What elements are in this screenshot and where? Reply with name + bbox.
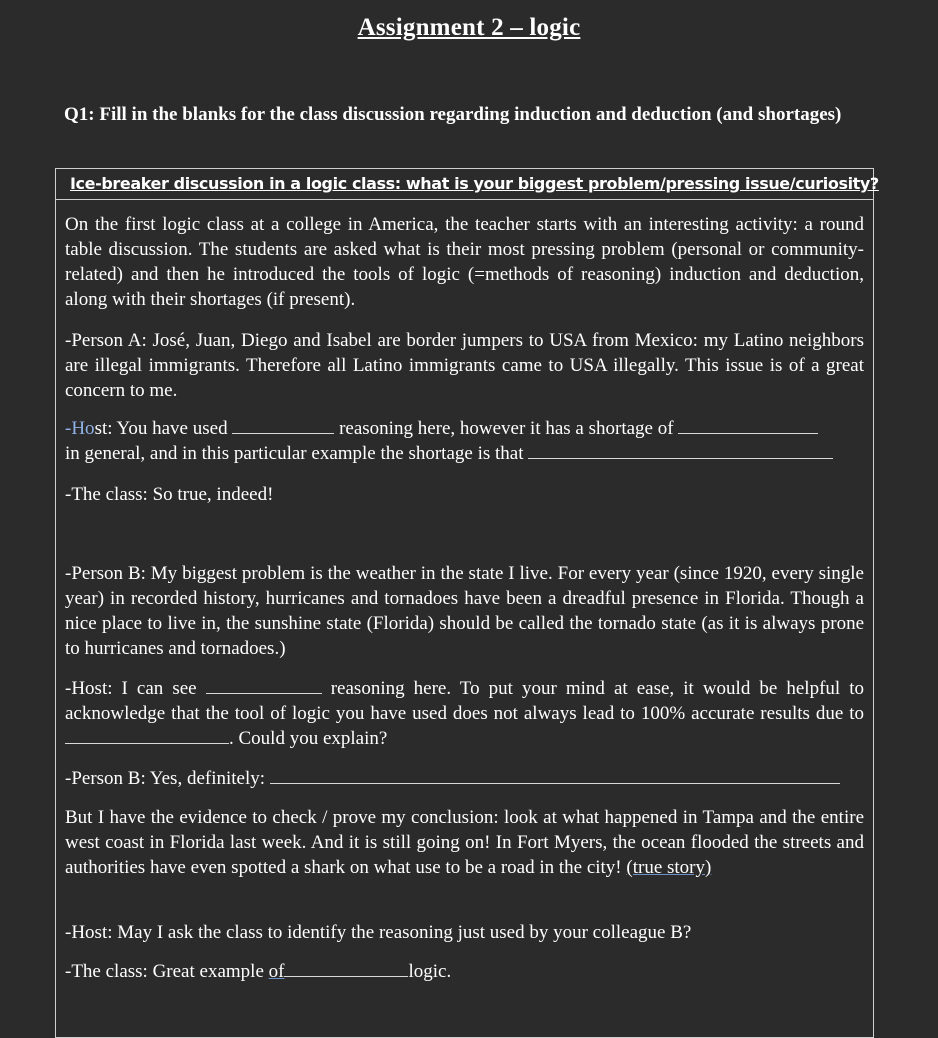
class2-prefix: -The class: Great example — [65, 961, 264, 982]
discussion-box-header: Ice-breaker discussion in a logic class: what is your biggest problem/pressing issue/curiosity? — [56, 169, 873, 200]
class2-of-link[interactable]: of — [268, 961, 285, 982]
page-title: Assignment 2 – logic — [357, 14, 581, 41]
host-line-1-mid: reasoning here, however it has a shortage of — [339, 418, 674, 439]
host-question-3: -Host: May I ask the class to identify the reasoning just used by your colleague B? — [65, 922, 692, 943]
question-prompt: Q1: Fill in the blanks for the class discussion regarding induction and deduction (and shortages) — [64, 104, 842, 125]
intro-paragraph: On the first logic class at a college in America, the teacher starts with an interesting activity: a round table discussion. The students are asked what is their most pressing problem (personal or community-related) and then he introduced the tools of logic (=methods of reasoning) induction and deduction, along with their shortages (if present). — [65, 214, 864, 310]
class-reply-2 — [65, 959, 864, 984]
blank-6[interactable] — [270, 767, 840, 784]
host-line-1-start: st: You have used — [94, 418, 228, 439]
discussion-box — [55, 168, 879, 1038]
host2-part2: reasoning here. To put your mind at ease, it would be helpful to acknowledge that the tool of logic you have used does not always lead to 100% accurate results due to — [65, 678, 865, 724]
class2-suffix: logic. — [408, 961, 452, 982]
blank-3[interactable] — [528, 442, 833, 459]
evidence-text: But I have the evidence to check / prove my conclusion: look at what happened in Tampa and the entire west coast in Florida last week. And it is still going on! In Fort Myers, the ocean flooded the streets and authorities have even spotted a shark on what use to be a road in the city! — [65, 807, 864, 878]
class-reply-1: -The class: So true, indeed! — [65, 484, 274, 505]
host2-part1: -Host: I can see — [65, 678, 197, 699]
person-b-followup — [65, 766, 864, 791]
evidence-paragraph — [65, 805, 864, 880]
host-line-2: in general, and in this particular example the shortage is that — [65, 443, 524, 464]
person-b-statement: -Person B: My biggest problem is the weather in the state I live. For every year (since 1920, every single year) in recorded history, hurricanes and tornadoes have been a dreadful presence in Florida. Though a nice place to live in, the sunshine state (Florida) should be called the tornado state (as it is always prone to hurricanes and tornadoes.) — [65, 563, 864, 659]
person-b2-text: -Person B: Yes, definitely: — [65, 768, 266, 789]
blank-5[interactable] — [65, 727, 229, 744]
host-label-highlight: -Ho — [65, 418, 95, 439]
host2-part3: . Could you explain? — [229, 728, 388, 749]
blank-4[interactable] — [206, 677, 322, 694]
blank-1[interactable] — [232, 417, 334, 434]
true-story-link[interactable]: (true story) — [626, 857, 712, 878]
host-response-2 — [65, 676, 864, 751]
blank-7[interactable] — [284, 960, 408, 977]
blank-2[interactable] — [678, 417, 818, 434]
person-a-statement: -Person A: José, Juan, Diego and Isabel are border jumpers to USA from Mexico: my Latino neighbors are illegal immigrants. Therefore all Latino immigrants came to USA illegally. This issue is of a great concern to me. — [65, 330, 864, 401]
host-response-1 — [65, 416, 864, 466]
